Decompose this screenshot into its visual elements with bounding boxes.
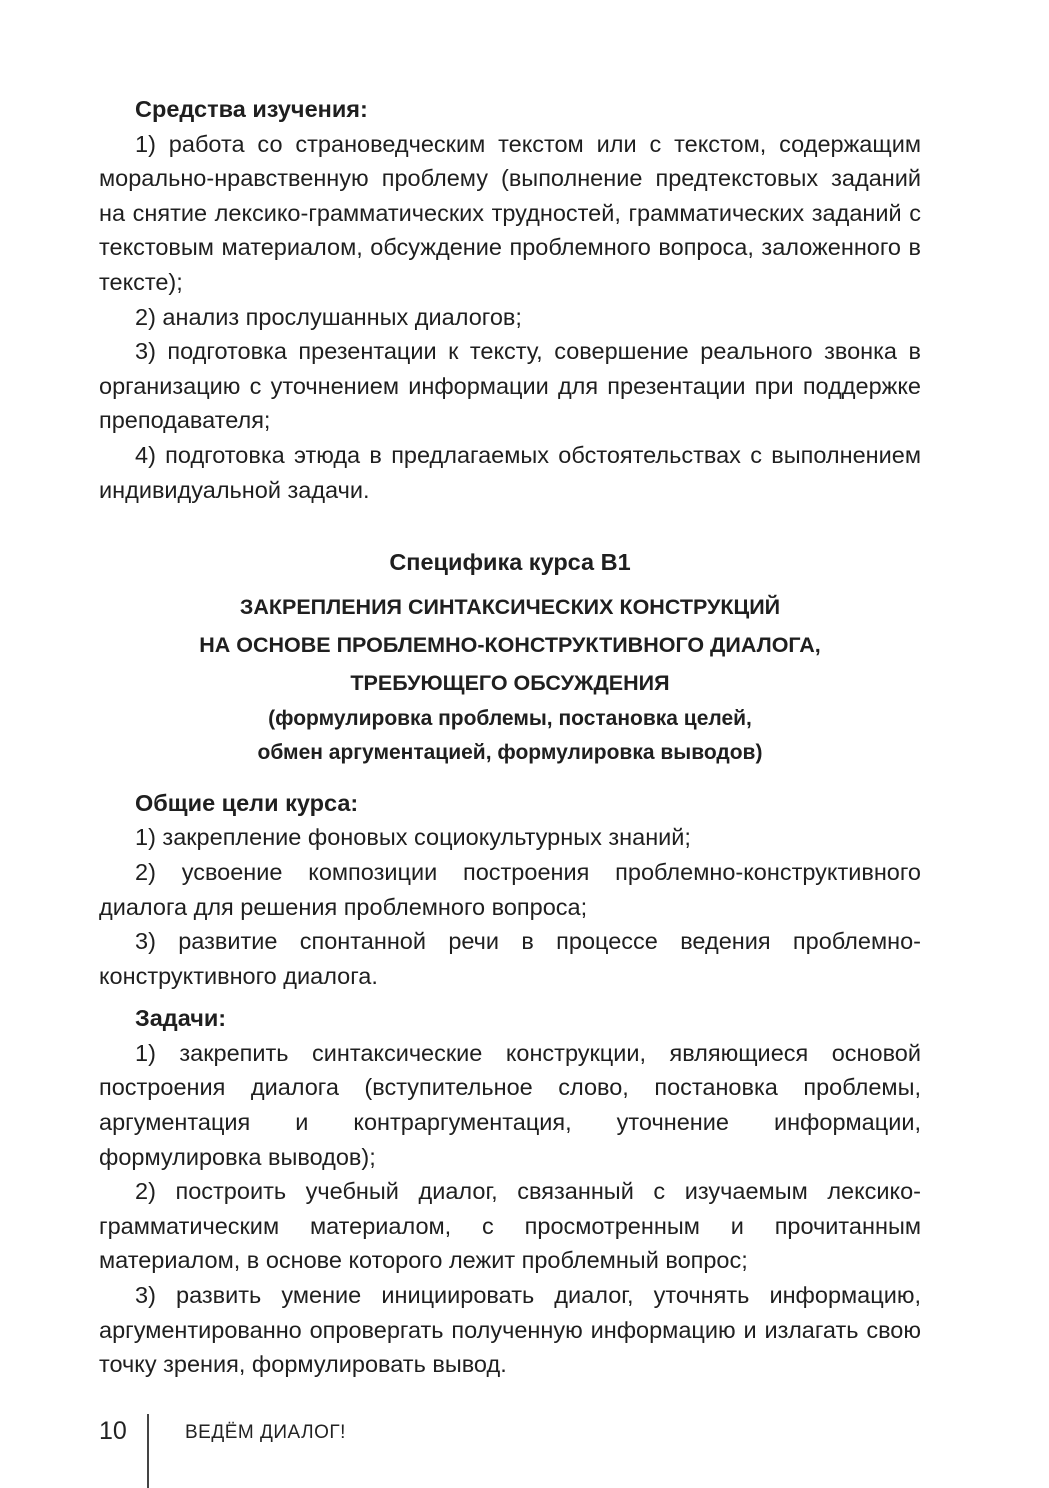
page-body bbox=[99, 92, 921, 1382]
running-title: ВЕДЁМ ДИАЛОГ! bbox=[185, 1422, 346, 1443]
study-means-item-1: 1) работа со страноведческим текстом или с текстом, содержащим морально-нравственную проблему (выполнение предтекстовых заданий на снятие лексико-грамматических трудностей, грамматических заданий с текстовым материалом, обсуждение проблемного вопроса, заложенного в тексте); bbox=[99, 130, 921, 295]
section-caps-line-2: НА ОСНОВЕ ПРОБЛЕМНО-КОНСТРУКТИВНОГО ДИАЛОГА, bbox=[199, 632, 821, 657]
course-goals-item-3: 3) развитие спонтанной речи в процессе ведения проблемно-конструктивного диалога. bbox=[99, 928, 921, 989]
footer-divider bbox=[147, 1414, 149, 1488]
section-sub-block bbox=[99, 702, 921, 770]
tasks-item-1: 1) закрепить синтаксические конструкции, являющиеся основой построения диалога (вступительное слово, постановка проблемы, аргументация и контраргументация, уточнение информации, формулировка выводов); bbox=[99, 1039, 921, 1170]
tasks-heading: Задачи: bbox=[135, 1005, 227, 1032]
study-means-item-3: 3) подготовка презентации к тексту, совершение реального звонка в организацию с уточнением информации для презентации при поддержке преподавателя; bbox=[99, 338, 921, 434]
section-caps-line-1: ЗАКРЕПЛЕНИЯ СИНТАКСИЧЕСКИХ КОНСТРУКЦИЙ bbox=[239, 594, 781, 619]
section-sub-line-1: (формулировка проблемы, постановка целей, bbox=[268, 706, 752, 730]
section-header bbox=[99, 545, 921, 770]
section-caps-block bbox=[99, 588, 921, 702]
study-means-item-2: 2) анализ прослушанных диалогов; bbox=[135, 303, 522, 330]
tasks-item-2: 2) построить учебный диалог, связанный с изучаемым лексико-грамматическим материалом, с просмотренным и прочитанным материалом, в основе которого лежит проблемный вопрос; bbox=[99, 1178, 921, 1274]
course-goals-item-1: 1) закрепление фоновых социокультурных знаний; bbox=[135, 824, 691, 851]
tasks-item-3: 3) развить умение инициировать диалог, уточнять информацию, аргументированно опровергать полученную информацию и излагать свою точку зрения, формулировать вывод. bbox=[99, 1282, 921, 1378]
page-number: 10 bbox=[99, 1417, 127, 1445]
study-means-heading: Средства изучения: bbox=[135, 96, 368, 122]
section-title: Специфика курса B1 bbox=[389, 549, 631, 576]
section-sub-line-2: обмен аргументацией, формулировка выводов) bbox=[257, 740, 763, 764]
course-goals-heading: Общие цели курса: bbox=[135, 789, 359, 816]
section-caps-line-3: ТРЕБУЮЩЕГО ОБСУЖДЕНИЯ bbox=[350, 670, 670, 695]
study-means-item-4: 4) подготовка этюда в предлагаемых обстоятельствах с выполнением индивидуальной задачи. bbox=[99, 441, 921, 503]
course-goals-item-2: 2) усвоение композиции построения проблемно-конструктивного диалога для решения проблемного вопроса; bbox=[99, 858, 921, 920]
